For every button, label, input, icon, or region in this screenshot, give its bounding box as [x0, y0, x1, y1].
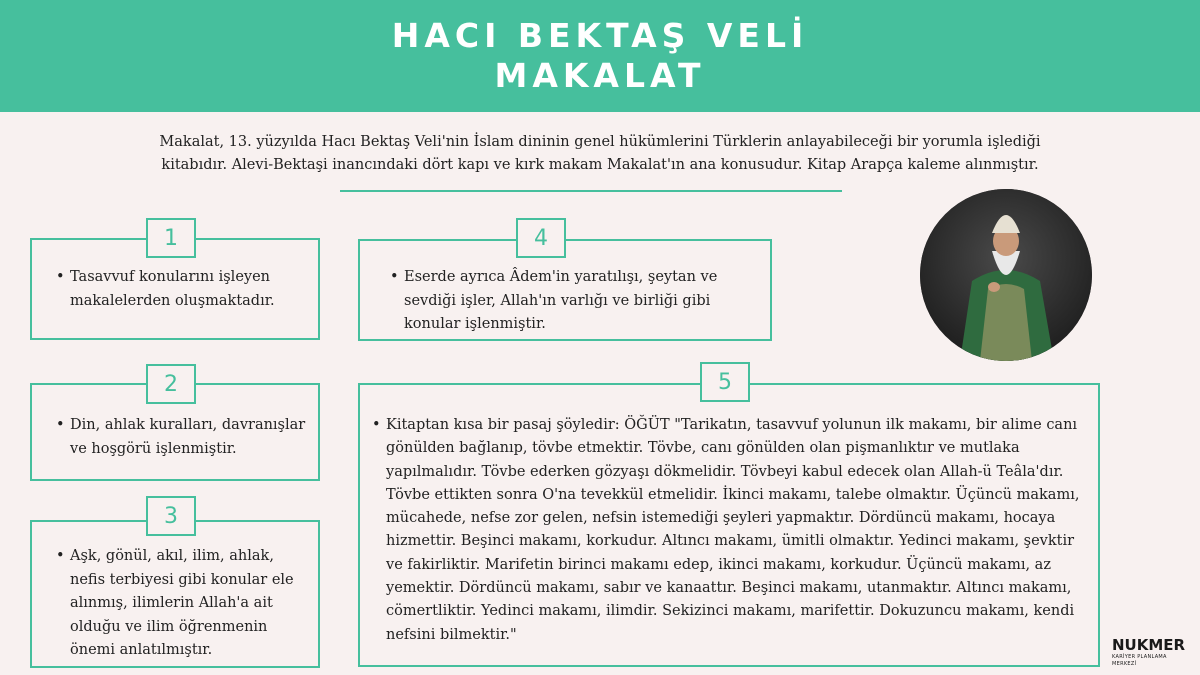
card-3-text: • Aşk, gönül, akıl, ilim, ahlak, nefis terbiyesi gibi konular ele alınmış, ilimlerin Allah'a ait olduğu ve ilim öğrenmenin önemi anlatılmıştır. — [70, 545, 310, 663]
logo-wordmark: NUKMER — [1112, 636, 1186, 654]
bullet-icon: • — [56, 417, 65, 433]
card-5-number: 5 — [700, 362, 750, 402]
card-1-number: 1 — [146, 218, 196, 258]
card-1-text: • Tasavvuf konularını işleyen makalelerden oluşmaktadır. — [70, 266, 300, 313]
bullet-icon: • — [56, 548, 65, 564]
card-3-number: 3 — [146, 496, 196, 536]
nukmer-logo — [1112, 637, 1192, 669]
portrait-figure-illustration — [920, 189, 1092, 361]
card-4-text: • Eserde ayrıca Âdem'in yaratılışı, şeytan ve sevdiği işler, Allah'ın varlığı ve birliği gibi konular işlenmiştir. — [404, 266, 719, 337]
card-2-text: • Din, ahlak kuralları, davranışlar ve hoşgörü işlenmiştir. — [70, 414, 310, 461]
card-5-text: • Kitaptan kısa bir pasaj şöyledir: ÖĞÜT "Tarikatın, tasavvuf yolunun ilk makamı, bir alime canı gönülden bağlanıp, tövbe etmektir. Tövbe, canı gönülden olan pişmanlıktır ve mutlaka yapılmalıdır. Tövbe ederken gözyaşı dökmelidir. Tövbeyi kabul edecek olan Allah-ü Teâla'dır. Tövbe ettikten sonra O'na tevekkül etmelidir. İkinci makamı, talebe olmaktır. Üçüncü makamı, mücahede, nefse zor gelen, nefsin istemediği şeyleri yapmaktır. Dördüncü makamı, hocaya hizmettir. Beşinci makamı, korkudur. Altıncı makamı, ümitli olmaktır. Yedinci makamı, şevktir ve fakirliktir. Marifetin birinci makamı edep, ikinci makamı, korkudur. Üçüncü makamı, az yemektir. Dördüncü makamı, sabır ve kanaattır. Beşinci makamı, utanmaktır. Altıncı makamı, cömertliktir. Yedinci makamı, ilimdir. Sekizinci makamı, marifettir. Dokuzuncu makamı, kendi nefsini bilmektir." — [386, 414, 1092, 647]
card-4-number: 4 — [516, 218, 566, 258]
title-line-2: MAKALAT — [494, 56, 706, 95]
logo-subtitle: KARİYER PLANLAMA MERKEZİ — [1112, 654, 1167, 667]
divider — [340, 190, 842, 192]
intro-paragraph: Makalat, 13. yüzyılda Hacı Bektaş Veli'nin İslam dininin genel hükümlerini Türklerin anlayabileceği bir yorumla işlediği kitabıdır. Alevi-Bektaşi inancındaki dört kapı ve kırk makam Makalat'ın ana konusudur. Kitap Arapça kaleme alınmıştır. — [159, 134, 1041, 173]
portrait-image — [920, 189, 1092, 361]
title-line-1: HACI BEKTAŞ VELİ — [391, 16, 809, 55]
title-banner — [0, 0, 1200, 112]
bullet-icon: • — [56, 269, 65, 285]
bullet-icon: • — [390, 269, 399, 285]
bullet-icon: • — [372, 417, 381, 433]
card-2-number: 2 — [146, 364, 196, 404]
